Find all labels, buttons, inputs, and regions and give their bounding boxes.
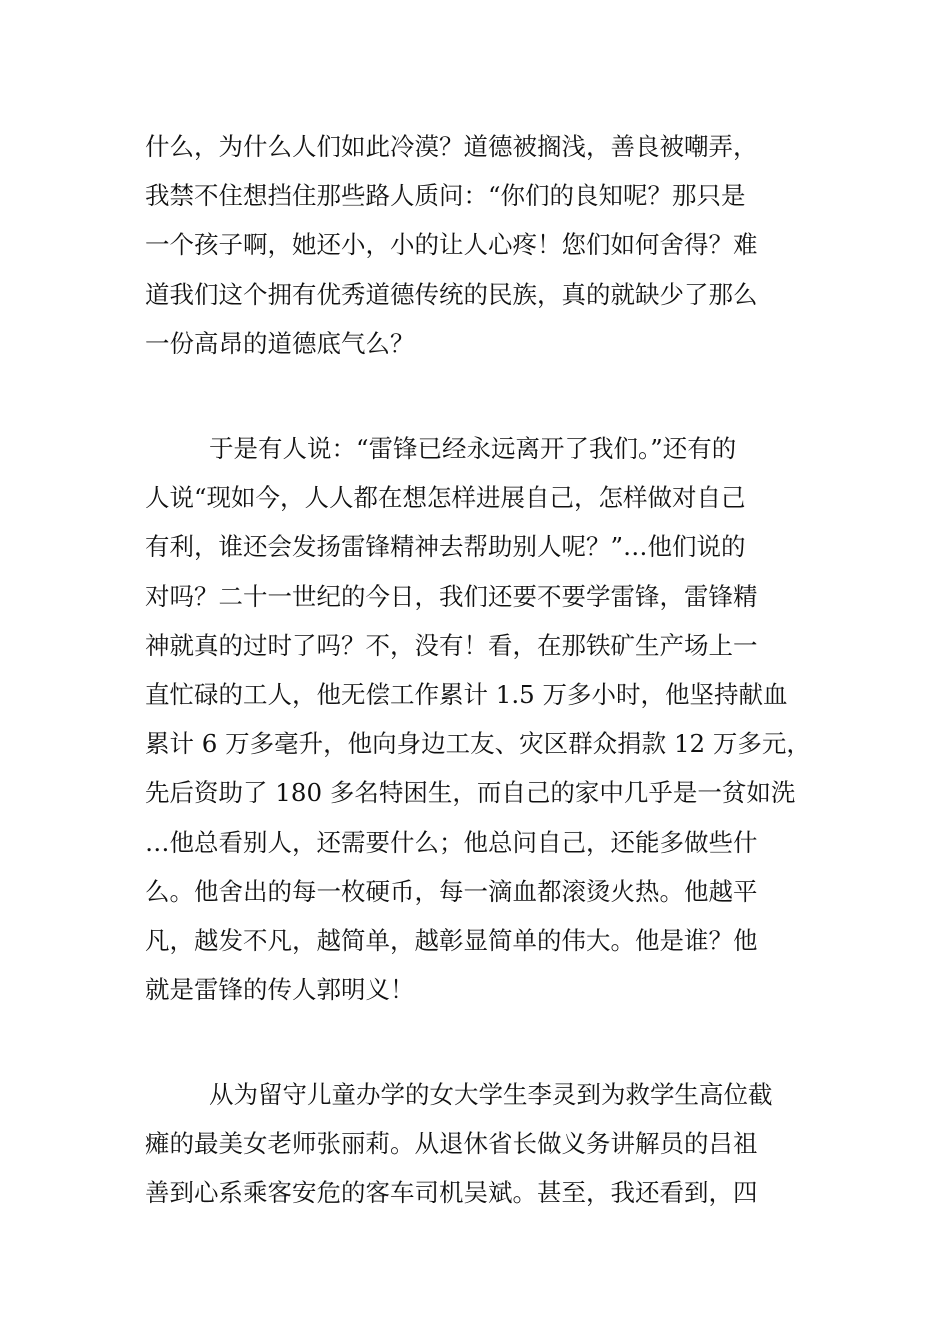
paragraph-1-line-4: 道我们这个拥有优秀道德传统的民族，真的就缺少了那么 [145, 279, 758, 309]
paragraph-3 [145, 1070, 815, 1218]
paragraph-2-line-6: 直忙碌的工人，他无偿工作累计 1.5 万多小时，他坚持献血 [145, 680, 788, 710]
paragraph-2-line-3: 有利，谁还会发扬雷锋精神去帮助别人呢？”…他们说的 [145, 532, 746, 562]
paragraph-2-line-12: 就是雷锋的传人郭明义！ [145, 975, 415, 1005]
paragraph-1 [145, 122, 815, 368]
paragraph-1-line-5: 一份高昂的道德底气么？ [145, 328, 415, 358]
paragraph-3-line-2: 瘫的最美女老师张丽莉。从退休省长做义务讲解员的吕祖 [145, 1129, 758, 1159]
paragraph-2-line-1: 于是有人说：“雷锋已经永远离开了我们。”还有的 [209, 434, 737, 463]
paragraph-2-line-2: 人说“现如今，人人都在想怎样进展自己，怎样做对自己 [145, 483, 746, 513]
paragraph-2 [145, 424, 815, 1014]
paragraph-1-line-3: 一个孩子啊，她还小，小的让人心疼！您们如何舍得？难 [145, 230, 758, 260]
paragraph-2-line-4: 对吗？二十一世纪的今日，我们还要不要学雷锋，雷锋精 [145, 581, 758, 611]
paragraph-2-line-11: 凡，越发不凡，越简单，越彰显简单的伟大。他是谁？他 [145, 926, 758, 956]
paragraph-2-line-5: 神就真的过时了吗？不，没有！看，在那铁矿生产场上一 [145, 630, 758, 660]
paragraph-3-line-1: 从为留守儿童办学的女大学生李灵到为救学生高位截 [209, 1080, 773, 1109]
paragraph-2-line-9: …他总看别人，还需要什么；他总问自己，还能多做些什 [145, 827, 758, 857]
paragraph-2-line-8: 先后资助了 180 多名特困生，而自己的家中几乎是一贫如洗 [145, 778, 796, 808]
paragraph-2-line-7: 累计 6 万多毫升，他向身边工友、灾区群众捐款 12 万多元， [145, 729, 811, 759]
paragraph-2-line-10: 么。他舍出的每一枚硬币，每一滴血都滚烫火热。他越平 [145, 876, 758, 906]
paragraph-1-line-2: 我禁不住想挡住那些路人质问：“你们的良知呢？那只是 [145, 181, 746, 211]
paragraph-3-line-3: 善到心系乘客安危的客车司机吴斌。甚至，我还看到，四 [145, 1178, 758, 1208]
paragraph-1-line-1: 什么，为什么人们如此冷漠？道德被搁浅，善良被嘲弄， [145, 132, 758, 161]
